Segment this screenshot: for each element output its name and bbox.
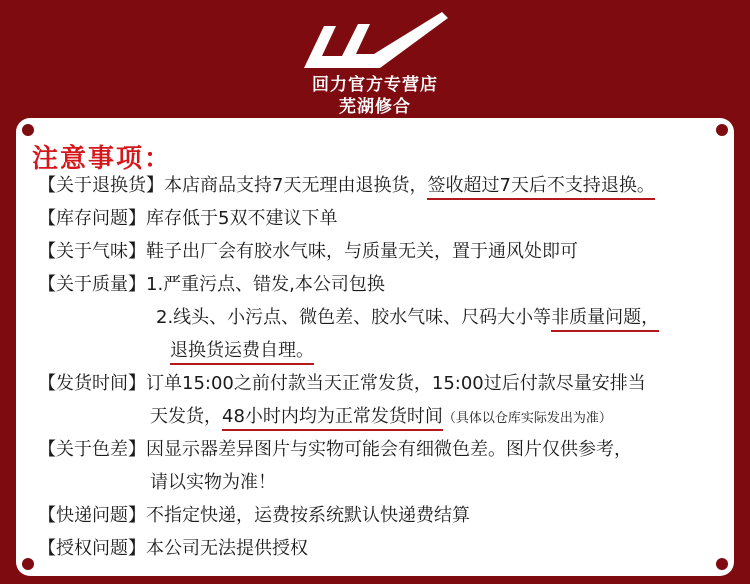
row-tag: 【发货时间】	[38, 373, 146, 394]
pin-icon	[22, 558, 34, 570]
notice-card	[16, 118, 734, 576]
row-text: 2.线头、小污点、微色差、胶水气味、尺码大小等	[156, 307, 552, 328]
row-highlight: 48小时内均为正常发货时间	[222, 406, 443, 431]
notice-row-quality	[38, 273, 385, 297]
brand-logo-icon	[302, 8, 448, 70]
notice-row-stock	[38, 207, 337, 231]
row-highlight: 非质量问题，	[551, 307, 659, 332]
notice-row-returns	[38, 174, 655, 198]
store-name: 回力官方专营店	[312, 75, 438, 95]
pin-icon	[716, 124, 728, 136]
row-highlight: 签收超过7天后不支持退换。	[427, 175, 654, 200]
row-note: （具体以仓库实际发出为准）	[442, 411, 612, 426]
header	[0, 0, 750, 118]
notice-row-quality-line2	[156, 306, 659, 330]
row-text: 请以实物为准！	[150, 472, 276, 493]
pin-icon	[22, 124, 34, 136]
notice-row-color	[38, 438, 632, 462]
row-text: 不指定快递，运费按系统默认快递费结算	[146, 505, 470, 526]
row-text: 天发货，	[150, 406, 222, 427]
notice-row-shipping-line2	[150, 405, 612, 431]
notice-row-odor	[38, 240, 578, 264]
row-text: 本店商品支持7天无理由退换货，	[164, 175, 428, 196]
row-text: 本公司无法提供授权	[146, 538, 308, 559]
row-highlight: 退换货运费自理。	[170, 340, 314, 365]
row-tag: 【快递问题】	[38, 505, 146, 526]
row-tag: 【关于退换货】	[38, 175, 164, 196]
notice-row-express	[38, 504, 470, 528]
row-tag: 【授权问题】	[38, 538, 146, 559]
row-text: 1.严重污点、错发,本公司包换	[146, 274, 385, 295]
notice-row-quality-line3	[170, 339, 314, 363]
notice-row-authorization	[38, 537, 308, 561]
row-text: 库存低于5双不建议下单	[146, 208, 338, 229]
row-tag: 【关于色差】	[38, 439, 146, 460]
store-location: 芜湖修合	[339, 97, 411, 117]
row-text: 订单15:00之前付款当天正常发货，15:00过后付款尽量安排当	[146, 373, 646, 394]
row-tag: 【库存问题】	[38, 208, 146, 229]
notice-row-color-line2	[150, 471, 276, 495]
pin-icon	[716, 558, 728, 570]
row-tag: 【关于质量】	[38, 274, 146, 295]
row-text: 鞋子出厂会有胶水气味，与质量无关，置于通风处即可	[146, 241, 578, 262]
notice-row-shipping	[38, 372, 646, 396]
row-tag: 【关于气味】	[38, 241, 146, 262]
notice-title: 注意事项：	[32, 144, 173, 174]
row-text: 因显示器差异图片与实物可能会有细微色差。图片仅供参考，	[146, 439, 632, 460]
